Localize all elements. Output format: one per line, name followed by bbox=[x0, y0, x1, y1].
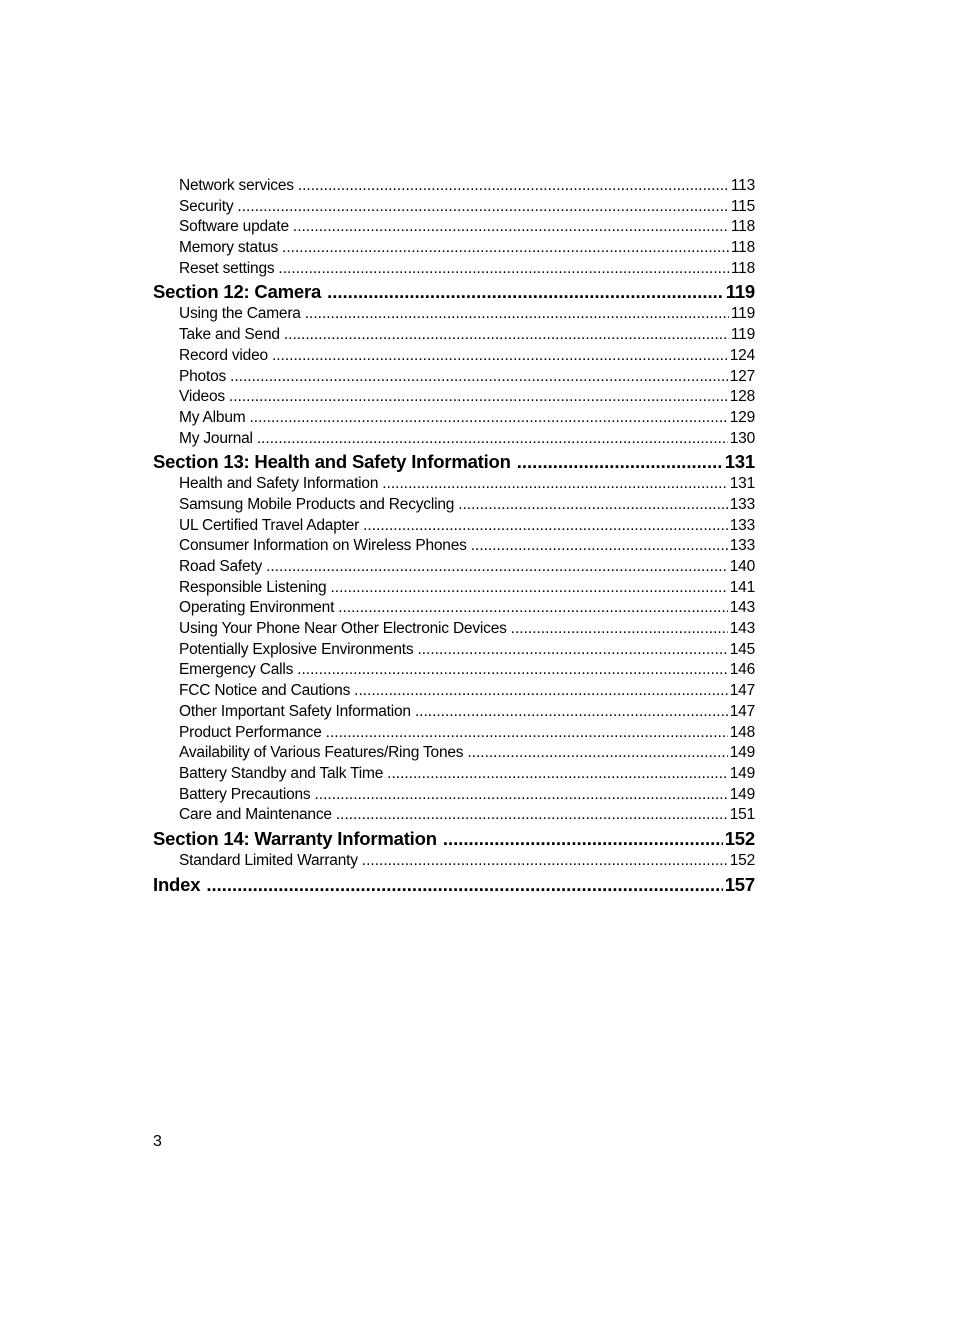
toc-entry-row[interactable] bbox=[153, 367, 755, 388]
toc-page-number: 133 bbox=[729, 537, 755, 555]
dot-leader bbox=[249, 408, 727, 429]
toc-entry-title: Battery Standby and Talk Time bbox=[179, 764, 384, 782]
toc-page-number: 152 bbox=[729, 851, 755, 869]
toc-section-title: Section 13: Health and Safety Information bbox=[153, 451, 511, 473]
dot-leader bbox=[327, 279, 724, 304]
toc-entry-title: Network services bbox=[179, 177, 294, 194]
dot-leader bbox=[338, 598, 728, 619]
toc-page-number: 140 bbox=[729, 558, 755, 575]
dot-leader bbox=[229, 387, 728, 408]
toc-entry-row[interactable] bbox=[153, 702, 755, 723]
toc-entry-row[interactable] bbox=[153, 851, 755, 872]
toc-page-number: 157 bbox=[724, 873, 755, 895]
toc-entry-title: Security bbox=[179, 197, 234, 215]
toc-entry-row[interactable] bbox=[153, 429, 755, 450]
toc-entry-row[interactable] bbox=[153, 578, 755, 599]
toc-entry-row[interactable] bbox=[153, 259, 755, 280]
toc-entry-title: Battery Precautions bbox=[179, 785, 311, 803]
toc-entry-row[interactable] bbox=[153, 197, 755, 218]
dot-leader bbox=[314, 785, 727, 806]
dot-leader bbox=[511, 619, 728, 640]
page-number: 3 bbox=[153, 1133, 162, 1150]
toc-entry-title: Software update bbox=[179, 218, 289, 236]
toc-page-number: 143 bbox=[729, 620, 755, 638]
toc-entry-title: Emergency Calls bbox=[179, 661, 294, 679]
toc-section-row[interactable] bbox=[153, 872, 755, 897]
toc-entry-title: Product Performance bbox=[179, 723, 322, 741]
dot-leader bbox=[362, 851, 728, 872]
dot-leader bbox=[387, 764, 728, 785]
dot-leader bbox=[278, 259, 728, 280]
toc-page-number: 147 bbox=[729, 702, 755, 720]
dot-leader bbox=[206, 872, 722, 897]
toc-page-number: 119 bbox=[725, 281, 755, 303]
toc-page-number: 124 bbox=[729, 346, 755, 364]
dot-leader bbox=[517, 449, 723, 474]
toc-page-number: 149 bbox=[729, 785, 755, 803]
toc-page-number: 143 bbox=[729, 599, 755, 617]
toc-entry-title: Responsible Listening bbox=[179, 578, 327, 596]
toc-entry-row[interactable] bbox=[153, 495, 755, 516]
toc-page-number: 129 bbox=[729, 408, 755, 426]
toc-entry-title: Photos bbox=[179, 367, 227, 385]
dot-leader bbox=[467, 743, 727, 764]
dot-leader bbox=[363, 516, 728, 537]
toc-entry-title: Consumer Information on Wireless Phones bbox=[179, 537, 467, 555]
toc-entry-title: Potentially Explosive Environments bbox=[179, 640, 414, 658]
toc-entry-row[interactable] bbox=[153, 598, 755, 619]
toc-entry-row[interactable] bbox=[153, 681, 755, 702]
toc-entry-row[interactable] bbox=[153, 474, 755, 495]
toc-entry-row[interactable] bbox=[153, 176, 755, 197]
toc-page-number: 113 bbox=[730, 177, 755, 194]
toc-page-number: 127 bbox=[729, 367, 755, 385]
toc-entry-title: UL Certified Travel Adapter bbox=[179, 516, 360, 534]
toc-page-number: 133 bbox=[729, 495, 755, 513]
dot-leader bbox=[266, 557, 728, 578]
toc-page-number: 128 bbox=[729, 388, 755, 406]
toc-page-number: 145 bbox=[729, 640, 755, 658]
toc-page-number: 118 bbox=[730, 218, 755, 236]
dot-leader bbox=[272, 346, 728, 367]
dot-leader bbox=[293, 217, 729, 238]
dot-leader bbox=[330, 578, 727, 599]
toc-section-title: Section 12: Camera bbox=[153, 281, 322, 303]
dot-leader bbox=[257, 429, 728, 450]
dot-leader bbox=[298, 176, 729, 197]
toc-section-row[interactable] bbox=[153, 449, 755, 474]
toc-entry-row[interactable] bbox=[153, 723, 755, 744]
toc-entry-title: Operating Environment bbox=[179, 599, 335, 617]
toc-entry-title: Care and Maintenance bbox=[179, 806, 332, 824]
dot-leader bbox=[417, 640, 727, 661]
toc-entry-row[interactable] bbox=[153, 557, 755, 578]
toc-entry-row[interactable] bbox=[153, 346, 755, 367]
dot-leader bbox=[458, 495, 728, 516]
toc-entry-row[interactable] bbox=[153, 238, 755, 259]
toc-entry-row[interactable] bbox=[153, 325, 755, 346]
toc-entry-title: Availability of Various Features/Ring Tones bbox=[179, 744, 464, 762]
toc-entry-row[interactable] bbox=[153, 743, 755, 764]
toc-entry-row[interactable] bbox=[153, 660, 755, 681]
toc-section-row[interactable] bbox=[153, 826, 755, 851]
toc-page-number: 152 bbox=[724, 827, 755, 849]
toc-entry-title: Record video bbox=[179, 346, 268, 364]
toc-page-number: 131 bbox=[729, 475, 755, 493]
toc-entry-row[interactable] bbox=[153, 217, 755, 238]
toc-page-number: 115 bbox=[730, 197, 755, 215]
toc-page-number: 146 bbox=[729, 661, 755, 679]
toc-entry-title: Take and Send bbox=[179, 326, 280, 344]
toc-page-number: 131 bbox=[724, 451, 755, 473]
toc-entry-row[interactable] bbox=[153, 785, 755, 806]
toc-section-title: Index bbox=[153, 873, 201, 895]
toc-entry-row[interactable] bbox=[153, 805, 755, 826]
toc-page-number: 118 bbox=[730, 259, 755, 277]
dot-leader bbox=[471, 536, 728, 557]
dot-leader bbox=[415, 702, 728, 723]
toc-entry-row[interactable] bbox=[153, 408, 755, 429]
toc-page-number: 147 bbox=[729, 682, 755, 700]
toc-page-number: 119 bbox=[730, 326, 755, 344]
toc-page-number: 141 bbox=[729, 578, 755, 596]
toc-entry-title: Videos bbox=[179, 388, 225, 406]
toc-entry-row[interactable] bbox=[153, 619, 755, 640]
toc-page-number: 119 bbox=[730, 305, 755, 323]
toc-entry-title: Reset settings bbox=[179, 259, 275, 277]
toc-entry-title: FCC Notice and Cautions bbox=[179, 682, 351, 700]
dot-leader bbox=[443, 826, 723, 851]
dot-leader bbox=[326, 723, 728, 744]
toc-entry-row[interactable] bbox=[153, 536, 755, 557]
toc-entry-row[interactable] bbox=[153, 304, 755, 325]
toc-section-title: Section 14: Warranty Information bbox=[153, 827, 437, 849]
dot-leader bbox=[230, 367, 728, 388]
dot-leader bbox=[297, 660, 728, 681]
toc-page-number: 151 bbox=[729, 806, 755, 824]
toc-entry-title: Standard Limited Warranty bbox=[179, 851, 358, 869]
toc-entry-title: Memory status bbox=[179, 239, 279, 257]
toc-page-number: 148 bbox=[729, 723, 755, 741]
toc-page-number: 118 bbox=[730, 239, 755, 257]
toc-entry-title: Using the Camera bbox=[179, 305, 301, 323]
toc-entry-row[interactable] bbox=[153, 764, 755, 785]
dot-leader bbox=[284, 325, 729, 346]
dot-leader bbox=[382, 474, 727, 495]
toc-page-number: 130 bbox=[729, 429, 755, 447]
toc-entry-title: My Album bbox=[179, 408, 246, 426]
toc-section-row[interactable] bbox=[153, 279, 755, 304]
toc-entry-title: Health and Safety Information bbox=[179, 475, 379, 493]
dot-leader bbox=[237, 197, 728, 218]
toc-entry-title: Samsung Mobile Products and Recycling bbox=[179, 495, 455, 513]
toc-entry-row[interactable] bbox=[153, 387, 755, 408]
toc-entry-row[interactable] bbox=[153, 640, 755, 661]
table-of-contents bbox=[153, 176, 755, 897]
toc-entry-row[interactable] bbox=[153, 516, 755, 537]
toc-entry-title: Other Important Safety Information bbox=[179, 702, 411, 720]
toc-entry-title: Road Safety bbox=[179, 558, 263, 575]
toc-entry-title: My Journal bbox=[179, 429, 253, 447]
toc-page-number: 149 bbox=[729, 744, 755, 762]
dot-leader bbox=[354, 681, 728, 702]
dot-leader bbox=[305, 304, 729, 325]
toc-entry-title: Using Your Phone Near Other Electronic Devices bbox=[179, 620, 507, 638]
toc-page-number: 133 bbox=[729, 516, 755, 534]
dot-leader bbox=[336, 805, 728, 826]
dot-leader bbox=[282, 238, 729, 259]
toc-page-number: 149 bbox=[729, 764, 755, 782]
